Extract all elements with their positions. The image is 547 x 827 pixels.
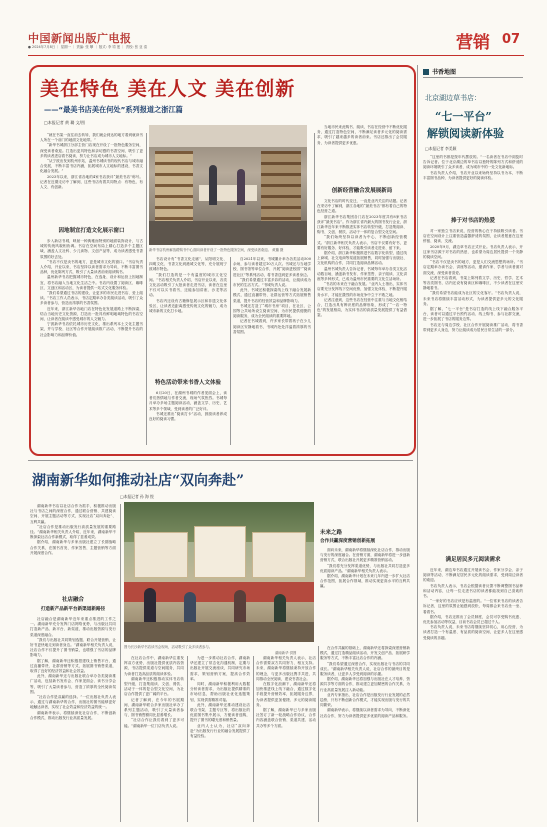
sidebar-headline-1: “七一平台” <box>435 110 492 123</box>
main-text-col-4a: 当地市民来此购书、阅读，书店在经营中不断优化服务，通过打造特色空间，不断满足读者多元化的阅读需求，吸引了越来越多的读者前来。书店还推出了会员服务，为读者提供更多优惠。 <box>317 125 407 145</box>
masthead <box>28 28 524 52</box>
header-rule <box>28 55 524 56</box>
second-photo-caption: 图为长沙新华书店读书会现场，活动吸引了众多读者参与。 <box>124 645 213 649</box>
main-text-col-3a: 自2021年以来，书城累计举办各类活动500余场，参与读者超过10万人次。书城还与当地学校、图书馆等单位合作，开展“阅读进校园”“阅读进社区”等系列活动，将书香送到更多读者身边。 “我们希望通过丰富多彩的活动，让阅读成为市民的生活方式。”书城负责人说。 此外，书城还积极探索线上线下融合发展新模式，通过直播带货、社群运营等方式拓展销售渠道，提升书店的经营效益和品牌影响力。 书城还打造了“城市书房”项目，在社区、公园等公共场所设立阅读空间，为市民提供便捷的阅读服务，成为全民阅读的重要阵地。 记者在书城看到，许多家长带着孩子在少儿阅读区安静地看书，书城内处处洋溢着浓厚的书香氛围。 <box>233 257 311 334</box>
newspaper-logo: 中国新闻出版广电报 <box>28 32 132 45</box>
second-text-col-1a: 湖南新华书店以社店合作为抓手，积极推动出版社与书店之间的深度合作，通过联合营销、共建阅读空间、开展主题活动等方式，实现社店“双向奔赴”、互利共赢。 “社店合作是推动出版发行高质量发展的重要路径。”湖南新华相关负责人介绍，近年来，湖南新华不断探索社店合作新模式，取得了显著成效。 据介绍，湖南新华与多家出版社建立了长期战略合作关系，在图书首发、作家签售、主题营销等方面开展深度合作。 <box>30 504 116 555</box>
second-text-col-2: 在社店合作中，湖南新华注重发挥双方优势，出版社提供优质内容资源，书店提供渠道与空间服务，共同为读者打造高品质的阅读体验。 湖南新华还积极推动实体书店转型升级，打造集阅读、文创、餐饮、活动于一体的复合型文化空间，为社店合作提供了更广阔的平台。 记者了解到，在今年的书展期间，湖南新华联合多家出版社举办了系列主题活动，吸引了大量读者参与，图书销售额同比显著增长。 “社店合作让我们看到了更多可能。”湖南新华一位门店负责人说。 <box>124 656 184 728</box>
second-byline: □本报记者 孙 海 悦 <box>120 494 154 499</box>
sidebar-text-2: 对一家独立书店来说，经营的核心在于持续吸引读者。书店在空间设计上注重营造温馨舒适的氛围，让读者愿意在这里停留、阅读、交流。 2020年9月，湖边草书店正式开业。书店负责人表示，开这家书店源于对书店的热爱，也希望为周边居民提供一个安静的阅读空间。 “书店不仅是卖书的地方，更是人们交流思想的场所。”书店定期举办读书会、讲座等活动，邀请作家、学者与读者面对面交流，深受读者喜爱。 记者在书店看到，书架上陈列着文学、历史、哲学、艺术等各类图书，店内还设有阅读区和咖啡区，不少读者在这里安静地看书。 “我们希望书店能成为社区的文化客厅。”书店负责人说，未来书店将继续丰富活动形式，为读者提供更多元的文化服务。 据了解，“七一平台”是书店打造的线上线下融合服务平台，读者可以通过平台预约活动、线上购书、参与社群交流，进一步拓展了书店的服务边界。 书店还与周边学校、社区合作开展阅读推广活动，将书香带到更多人身边，努力让阅读成为居民日常生活的一部分。 <box>423 229 523 332</box>
second-subhead-1: 社店融合 <box>61 597 84 603</box>
sidebar-text-1: “这里的书都是按年代摆放的。”一名读者在书店中浏览时告诉记者。位于北京湖边的草书店以独特的陈列方式和舒适的阅读环境吸引了众多读者，成为城市中的一处文化新地标。 书店负责人介绍，书店开业以来始终坚持以书为本，不断丰富图书品种，为读者提供更好的阅读体验。 <box>423 155 523 180</box>
second-headline: 湖南新华如何推动社店“双向奔赴” <box>32 473 245 489</box>
sidebar <box>423 65 523 827</box>
issue-meta: ● 2024年7月8日 ｜ 星期一 ｜ 责编: 张 攀 ｜ 版式: 李 靖 莲 ｜ 责校: 张 亚 清 <box>28 45 148 49</box>
main-headline: 美在特色 美在人文 美在创新 <box>40 78 296 100</box>
section-title: 营销 <box>456 33 490 53</box>
main-subhead-1: 因地制宜打造文化展示窗口 <box>58 228 125 234</box>
second-subhead-2: 打造新产品新平台新渠道新路径 <box>40 607 106 612</box>
sidebar-subhead-2: 满足居民多元阅读需求 <box>445 557 501 563</box>
second-side-text-a: 面向未来，湖南新华将继续深化社店合作，推动出版与发行的深度融合。在营销方面，湖南新华将进一步创新营销方式，联合出版社开展更多精准营销活动。 “我们将充分发挥渠道优势，与出版社共同打造更多优质阅读产品。”湖南新华相关负责人表示。 据介绍，湖南新华计划在未来几年内进一步扩大社店合作范围，拓展合作领域，推动实现更高水平的互利共赢。 <box>320 548 410 589</box>
second-side-text-b: 在合作共赢的基础上，湖南新华还将探索深度营销新模式，通过打造精品阅读活动、开发文创产品、拓展研学服务等方式，不断丰富社店合作的内涵。 “我们希望通过深度合作，实现出版社与书店的共同成长。”湖南新华相关负责人说，社店合作的最终目的是服务读者，让更多人享受到阅读的乐趣。 据介绍，湖南新华还将加强与出版社在人才培养、资源共享等方面的合作，推动建立更加紧密的合作关系，为行业高质量发展注入新动能。 业内专家指出，社店合作是出版发行行业发展的必然趋势，只有不断创新合作模式，才能实现出版与发行的共同繁荣。 湖南新华表示，将继续以读者需求为导向，不断深化社店合作，努力为读者提供更多优质的阅读产品和服务。 <box>320 646 410 718</box>
bookfair-photo <box>124 502 314 642</box>
sidebar-column-label: 书香地图 <box>432 69 457 76</box>
sidebar-text-3: 近年来，湖边草书店通过开展读书会、作家分享会、亲子阅读等活动，不断满足居民多元化的阅读需求，受到周边读者的欢迎。 书店负责人表示，书店会根据读者反馈不断调整图书品种和活动内容，让每一位走进书店的读者都能找到自己喜欢的书。 “一家好的书店应该是有温度的。”一位常来书店的读者告诉记者，这里的氛围让她感到放松，每周都会来书店坐一坐、看看书。 据介绍，书店还推出了会员制度，会员可享受购书优惠、优先参加活动等权益，目前书店会员已超过千人。 书店负责人说，未来书店将继续坚持初心，用心经营，为读者打造一个有温度、有品质的阅读空间，让更多人在这里感受阅读的乐趣。 <box>423 568 523 640</box>
main-subhead-3: 特色活动带来书香人文体验 <box>154 380 221 386</box>
main-text-col-4b: 文化书店的时代变迁，一直是业内关注的话题。记者在采访中了解到，浙江各地的“最美书店”都有着自己的特色经营之道。 浙江新华书店集团各门店在2023年度共有8家书店获评“最美书店”。作为浙江省内最大的图书发行企业，浙江新华近年来不断推进实体书店转型升级，打造集阅读、购书、文创、餐饮、活动于一体的复合型文化空间。 “我们始终坚持以读者为中心，不断创新经营模式。”浙江新华相关负责人表示，书店不仅要有好书，更要有好服务、好体验，才能吸引读者走进来、留下来。 据介绍，浙江新华积极推进书店数字化转型，通过线上商城、社交电商等渠道拓展销售，同时加强与出版社、文化机构的合作，共同打造阅读品牌活动。 温州书城负责人告诉记者，书城每年举办各类文化活动数百场，涵盖新书发布、作家签售、亲子阅读、文化讲座等多种形式，已成为温州市民重要的文化生活场所。 “书店的未来在于融合发展。”业内人士指出，实体书店要充分发挥线下空间优势，加强文化体验，不断提升服务水平，才能在激烈的市场竞争中立于不败之地。 记者注意到，这些书店在经营中注重与当地文化相结合，打造出具有辨识度的品牌形象，形成了“一店一特色”的发展格局，为实体书店的高质量发展提供了有益借鉴。 <box>317 199 407 318</box>
second-side-subtitle: 合作共赢深度营销创新拓展 <box>320 539 376 544</box>
second-text-col-4: 湖南新华相关负责人表示，社店合作需要双方共同努力、相互支持。未来，湖南新华将继续秉持开放合作的理念，与更多出版社携手共进，共同推动全民阅读，建设书香社会。 在数字化浪潮下，湖南新华还将加快推进线上线下融合，通过数字化手段提升营销效率，拓展服务边界，为读者提供更加便捷、多元的阅读服务。 据了解，湖南新华已与多家出版社签订了新一轮战略合作协议，合作内容涵盖联合营销、渠道共建、活动共办等多个方面。 <box>256 656 316 728</box>
second-photo-credit: 湖南新华 供图 <box>275 651 297 655</box>
second-side-headline: 未来之路 <box>320 530 343 536</box>
sidebar-column-tag <box>423 67 523 78</box>
sidebar-headline-2: 解锁阅读新体验 <box>427 127 504 140</box>
main-text-col-1b: 步入新店书城，映射一种典雅而特别的地面装饰设计，与古城的传统风貌相协调。书店在空间布局上精心打造多个主题区域，涵盖人文社科、少儿读物、文创产品等，成为读者感受书香氛围的好去处。 “书店不仅是卖书的地方，更是城市文化的窗口。”书店负责人介绍，开业以来，书店坚持以读者需求为导向，不断丰富图书品种，优化陈列方式，吸引了大量读者前来阅读购书。 温州新华书店把握城市特色，在选址、设计和运营上因地制宜，将书店融入当地文化生活之中。书店内设置了阅读区、咖啡区、文创区和活动区，为读者提供一站式文化服务体验。 “我们希望通过书店的建设，让更多的市民走进书店、爱上阅读。”书店工作人员表示，书店定期举办各类阅读活动，吸引了众多读者参与，营造出浓厚的书香氛围。 近年来，浙江新华各地门店在特色化发展道路上不断探索，结合当地历史文化资源，打造出一批具有鲜明地域特色的书店空间，让读者在阅读中感受城市的人文魅力。 宁波新华书店依托城市历史文化，推出系列本土文化主题书架，并与学校、社区等合作开展阅读推广活动，不断提升书店的社会影响力和品牌价值。 <box>40 239 143 337</box>
photo-caption: 新华书店杭州解放路购书中心面向读者开设了一批特色服务空间，深受读者欢迎。 黄璐 摄 <box>149 248 284 252</box>
second-text-col-3: 为进一步推动社店合作，湖南新华还建立了常态化沟通机制，定期与出版社开展交流座谈，共同研究市场需求，策划营销方案，提高合作效率。 同时，湖南新华积极利用大数据分析读者需求，为出版社提供精准的市场信息，帮助出版社优化选题策划，实现供需精准对接。 此外，湖南新华还推动建设社店联合书架、主题专区等，将出版社的优质图书集中展示，方便读者选购，提升了图书的曝光度和销售量。 业内人士认为，社店“双向奔赴”为出版发行行业的融合发展提供了有益经验。 <box>190 656 250 739</box>
second-text-col-1b: 社店融合是湖南新华近年来重点推进的工作之一。湖南新华充分发挥门店网络优势，与出版社共同打造新产品、新平台、新渠道，推动出版资源与发行渠道深度融合。 “我们与出版社共同策划选题、联合开展营销，让好书更快地走到读者身边。”湖南新华相关负责人说，社店合作不仅提升了图书销量，也增强了书店的品牌影响力。 据了解，湖南新华还积极搭建线上销售平台，通过直播带货、社群营销等方式，拓展图书销售渠道，取得了良好的经济效益和社会效益。 此外，湖南新华还与出版社联合举办各类阅读推广活动，包括新书发布会、作家见面会、读书分享会等，吸引了大量读者参与，营造了浓厚的全民阅读氛围。 “社店合作是双赢的选择。”一位出版社负责人表示，通过与湖南新华的合作，出版社的图书能够更好地触达读者，实现了社会效益和经济效益的统一。 湖南新华表示，将继续深化社店合作，不断创新合作模式，推动出版发行业高质量发展。 <box>30 617 116 720</box>
page-number: 07 <box>502 32 521 47</box>
main-subtitle: ——“最美书店美在何处”系列报道之浙江篇 <box>44 105 183 114</box>
main-feature-box <box>29 65 416 456</box>
sidebar-byline: □本报记者 李美颖 <box>425 146 457 151</box>
sidebar-kicker: 北京湖边草书店： <box>425 94 481 102</box>
bookstore-photo <box>149 125 307 245</box>
main-text-col-1a: “就在书架一直往前去转转，我们就会到达的地方看到就读书人所在一个前门的地面文化地带。” “新华书城浙江分部主营门店现在开设了一批特色服务空间，深受读者欢迎。打造出更具特色和亲切感的书香空间，吸引了更多的读者进店看书阅读，努力让书店成为城市人文地标。” “从宁波出发到杭州东站，温州书城读书的现代书店与城市融合发展，不断丰富书店内涵，拓展城市人文地标的建设，书香文化融合发展。” 2023年以来，浙江省各地的4家书店获评“最美书店”称号。记者在近期走访中了解到，这些书店有着共同特点：有特色、有人文、有创新。 <box>40 133 143 190</box>
main-subhead-2: 创新经营融合发展展新局 <box>331 188 393 194</box>
main-byline: □本报记者 黄 璐 文/图 <box>44 120 85 125</box>
sidebar-subhead-1: 捧于对书店的热爱 <box>450 218 495 224</box>
main-text-col-2a: 书店设计有“书香文化走廊”，从阳明文化、四明文化、书香文化到港城文化等，充分展现宁波城市特色。 “我们打造的是一个有温度的城市文化空间。”书店相关负责人介绍，书店开业以来，各类文化活动吸引了大批读者走进书店，读者在这里不仅可以买书看书，还能参加讲座、沙龙等活动。 书店内还设有古籍修复展示区和非遗文化体验区，让读者近距离感受传统文化的魅力，成为城市新的文化打卡地。 <box>149 257 227 314</box>
main-text-col-2b: 6月20日，在湖州书城的作者见面会上，读者们热情地与作者交流，现场气氛热烈。书城每月举办多场主题阅读活动，涵盖文学、历史、艺术等多个领域，受到读者的广泛好评。 书城还推出“阅读打卡”活动，鼓励读者养成良好的阅读习惯。 <box>149 391 227 422</box>
second-article-rule <box>28 460 413 461</box>
